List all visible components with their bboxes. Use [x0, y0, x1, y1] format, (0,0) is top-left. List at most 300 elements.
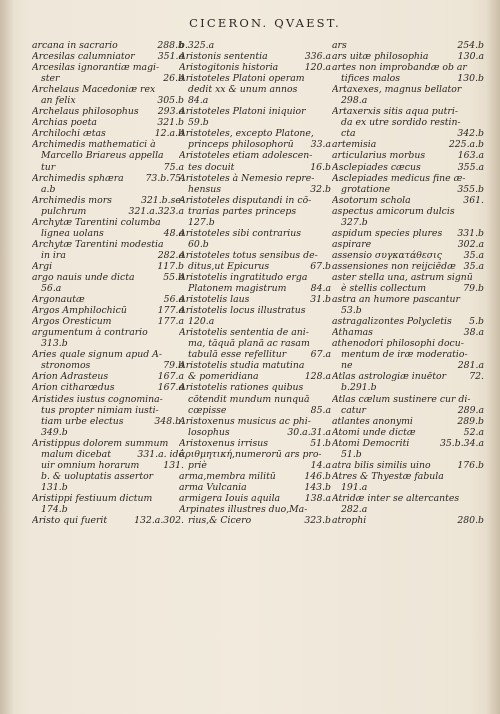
index-term: arma,membra militū — [179, 470, 276, 482]
index-entry — [179, 471, 331, 482]
index-entry — [32, 51, 184, 62]
index-entry — [179, 206, 331, 217]
page-reference: 35.a — [463, 249, 484, 261]
index-term: Atres & Thyestæ fabula — [332, 470, 444, 482]
index-entry — [332, 128, 484, 139]
index-entry — [332, 261, 484, 272]
index-term: an felix — [41, 95, 76, 107]
page-reference: 321.b.se- — [140, 194, 184, 206]
index-entry — [179, 73, 331, 84]
page-reference: 35.a — [463, 260, 484, 272]
index-entry — [332, 360, 484, 371]
index-term: losophus — [188, 426, 230, 438]
index-term: 191.a — [341, 481, 368, 493]
index-term: Argos Amphilochicū — [32, 305, 127, 317]
index-term: Arion citharœdus — [32, 382, 115, 394]
index-term: Archytæ Tarentini columba — [32, 216, 161, 228]
index-entry — [179, 217, 331, 228]
index-entry — [179, 139, 331, 150]
index-term: Aristoteles Platoni operam — [179, 73, 305, 85]
index-entry — [32, 338, 184, 349]
page-reference: 131. — [163, 459, 184, 471]
index-entry — [32, 471, 184, 482]
page-reference: 120.a — [304, 62, 331, 74]
index-entry — [179, 427, 331, 438]
index-entry — [32, 427, 184, 438]
index-term: tabulā esse refellitur — [188, 349, 287, 361]
index-term: cœpisse — [188, 404, 227, 416]
page-reference: 289.a — [457, 404, 484, 416]
index-term: Atomi unde dictæ — [332, 426, 416, 438]
index-entry — [32, 394, 184, 405]
index-term: Arcesilas ignorantiæ magi- — [32, 62, 160, 74]
index-term: Aristotelis sententia de ani- — [179, 327, 309, 339]
index-entry — [332, 250, 484, 261]
index-term: argumentum à contrario — [32, 327, 148, 339]
index-entry — [32, 117, 184, 128]
index-entry — [332, 184, 484, 195]
page-reference: 12.a.b — [154, 128, 184, 140]
index-term: Arpinates illustres duo,Ma- — [179, 503, 308, 515]
page-reference: 348.b. — [154, 415, 184, 427]
index-term: 60.b — [188, 238, 209, 250]
index-entry — [32, 482, 184, 493]
index-term: lignea uolans — [41, 227, 104, 239]
page-reference: 14.a — [310, 459, 331, 471]
index-entry — [179, 51, 331, 62]
index-entry — [332, 162, 484, 173]
index-entry — [179, 371, 331, 382]
index-entry — [332, 239, 484, 250]
index-term: assensiones non reijciēdæ — [332, 260, 456, 272]
index-entry — [179, 316, 331, 327]
page-reference: 55.b — [163, 271, 184, 283]
index-term: 51.b — [341, 448, 362, 460]
index-term: b.325.a — [179, 40, 215, 51]
running-head: CICERON. QVAEST. — [189, 16, 341, 30]
index-term: 282.a — [341, 503, 368, 515]
index-entry — [332, 51, 484, 62]
index-term: atlantes anonymi — [332, 415, 413, 427]
index-entry — [332, 371, 484, 382]
index-entry — [179, 195, 331, 206]
index-term: astra an humore pascantur — [332, 294, 460, 306]
index-term: tiam urbe electus — [41, 415, 124, 427]
index-entry — [32, 95, 184, 106]
index-term: è stellis collectum — [341, 283, 427, 295]
index-entry — [179, 261, 331, 272]
index-entry — [179, 184, 331, 195]
index-term: Aristoteles, excepto Platone, — [179, 128, 314, 140]
index-entry — [32, 438, 184, 449]
index-term: atra bilis similis uino — [332, 459, 431, 471]
index-entry — [179, 338, 331, 349]
index-entry — [32, 460, 184, 471]
index-entry — [32, 128, 184, 139]
index-term: Aristoteles etiam adolescen- — [179, 150, 313, 162]
page-reference: 128.a — [304, 371, 331, 383]
index-entry — [32, 515, 184, 526]
index-entry — [179, 294, 331, 305]
page-reference: 167.a — [157, 371, 184, 383]
index-entry — [332, 95, 484, 106]
index-term: arcana in sacrario — [32, 40, 118, 51]
index-entry — [179, 62, 331, 73]
index-term: cōtendit mundum nunquā — [188, 393, 310, 405]
index-term: Atlas cælum sustinere cur di- — [332, 393, 471, 405]
page-reference: 72. — [469, 371, 484, 383]
index-entry — [332, 62, 484, 73]
index-entry — [179, 360, 331, 371]
index-term: dedit xx & unum annos — [188, 84, 298, 96]
index-entry — [332, 40, 484, 51]
index-term: Aristotelis ingratitudo erga — [179, 271, 308, 283]
page-reference: 331.b — [457, 227, 484, 239]
index-entry — [179, 305, 331, 316]
index-term: aster stella una, astrum signū — [332, 271, 473, 283]
index-column-3 — [332, 40, 484, 526]
index-entry — [332, 349, 484, 360]
index-term: 127.b — [188, 216, 215, 228]
index-term: Atomi Democriti — [332, 437, 410, 449]
page-reference: 75.a — [163, 161, 184, 173]
index-term: articularius morbus — [332, 150, 426, 162]
page-reference: 84.a — [310, 283, 331, 295]
index-term: ditus,ut Epicurus — [188, 260, 270, 272]
index-term: astragalizontes Polycletis — [332, 316, 452, 328]
index-entry — [332, 416, 484, 427]
index-term: ne — [341, 360, 353, 372]
page-reference: 323.b — [304, 515, 331, 527]
page-reference: 176.b — [457, 459, 484, 471]
index-entry — [332, 394, 484, 405]
page-reference: 30.a.31.a — [287, 426, 331, 438]
index-term: Marcello Briareus appella — [41, 150, 164, 162]
index-entry — [32, 272, 184, 283]
index-term: Aristippi festiuum dictum — [32, 492, 153, 504]
index-entry — [332, 305, 484, 316]
index-term: tifices malos — [341, 73, 401, 85]
index-term: Archias poeta — [32, 117, 97, 129]
index-entry — [32, 62, 184, 73]
index-term: arma Vulcania — [179, 481, 247, 493]
page-reference: 143.b — [304, 481, 331, 493]
index-entry — [32, 206, 184, 217]
index-term: ma, tāquā planā ac rasam — [188, 338, 310, 350]
index-entry — [179, 40, 331, 51]
index-term: trarias partes princeps — [188, 205, 297, 217]
index-entry — [179, 515, 331, 526]
index-entry — [332, 405, 484, 416]
page-reference: 336.a — [304, 51, 331, 63]
index-term: cta — [341, 128, 356, 140]
index-entry — [32, 73, 184, 84]
index-entry — [332, 449, 484, 460]
index-entry — [332, 471, 484, 482]
index-term: & pomeridiana — [188, 371, 259, 383]
index-entry — [179, 405, 331, 416]
index-entry — [332, 150, 484, 161]
index-entry — [179, 128, 331, 139]
index-term: argo nauis unde dicta — [32, 271, 135, 283]
index-term: pulchrum — [41, 205, 87, 217]
page-reference: 130.b — [457, 73, 484, 85]
page-reference: 177.a — [157, 305, 184, 317]
index-term: atrophi — [332, 515, 367, 527]
index-entry — [179, 438, 331, 449]
page-reference: 289.b — [457, 415, 484, 427]
page-reference: 331.a. idē — [137, 448, 184, 460]
index-entry — [332, 316, 484, 327]
index-entry — [179, 482, 331, 493]
index-term: Aristoteles sibi contrarius — [179, 227, 301, 239]
index-entry — [332, 382, 484, 393]
page-reference: 282.a — [157, 249, 184, 261]
index-term: ars uitæ philosophia — [332, 51, 429, 63]
index-entry — [332, 117, 484, 128]
page-reference: 32.b — [310, 183, 331, 195]
index-entry — [179, 228, 331, 239]
page-reference: 38.a — [463, 327, 484, 339]
page-reference: 351.a — [157, 51, 184, 63]
page-reference: 163.a — [457, 150, 484, 162]
index-term: uir omnium horarum — [41, 459, 140, 471]
index-entry — [332, 515, 484, 526]
page-reference: 321.a.323.a — [128, 205, 184, 217]
page-reference: 167.a — [157, 382, 184, 394]
index-term: da ex utre sordido restin- — [341, 117, 461, 129]
index-entry — [332, 438, 484, 449]
index-entry — [32, 84, 184, 95]
index-entry — [32, 504, 184, 515]
index-entry — [32, 327, 184, 338]
index-term: Argos Oresticum — [32, 316, 112, 328]
index-term: Aristides iustus cognomina- — [32, 393, 163, 405]
index-term: aspectus amicorum dulcis — [332, 205, 455, 217]
index-entry — [32, 283, 184, 294]
index-term: 56.a — [41, 283, 62, 295]
page-reference: 305.b — [157, 95, 184, 107]
index-entry — [179, 272, 331, 283]
page-reference: 56.a — [163, 294, 184, 306]
index-term: Atridæ inter se altercantes — [332, 492, 460, 504]
index-term: 327.b — [341, 216, 368, 228]
index-term: hensus — [188, 183, 222, 195]
index-term: 84.a — [188, 95, 209, 107]
index-term: Aristoxenus musicus ac phi- — [179, 415, 311, 427]
index-entry — [32, 239, 184, 250]
index-term: tes docuit — [188, 161, 235, 173]
page-reference: 67.a — [310, 349, 331, 361]
index-entry — [332, 482, 484, 493]
index-entry — [32, 173, 184, 184]
page-reference: 146.b — [304, 470, 331, 482]
index-term: a.b — [41, 183, 56, 195]
index-term: Archilochi ætas — [32, 128, 106, 140]
index-entry — [32, 382, 184, 393]
index-entry — [179, 150, 331, 161]
index-term: aspidum species plures — [332, 227, 443, 239]
page-reference: 355.b — [457, 183, 484, 195]
page-reference: 177.a — [157, 316, 184, 328]
index-entry — [32, 40, 184, 51]
index-term: 313.b — [41, 338, 68, 350]
index-entry — [32, 261, 184, 272]
page-reference: 132.a.302. — [134, 515, 184, 527]
index-term: artes non improbandæ ob ar — [332, 62, 467, 74]
index-term: Archimedis mathematici à — [32, 139, 156, 151]
index-term: Atlas astrologiæ inuētor — [332, 371, 447, 383]
index-term: tus propter nimiam iusti- — [41, 404, 159, 416]
index-term: Aristogitonis historia — [179, 62, 279, 74]
index-entry — [332, 206, 484, 217]
page-gutter-shadow — [0, 0, 14, 714]
index-entry — [32, 217, 184, 228]
index-term: ars — [332, 40, 347, 51]
index-term: Archimedis sphæra — [32, 172, 124, 184]
index-entry — [32, 228, 184, 239]
index-term: grotatione — [341, 183, 391, 195]
index-term: Aristoteles disputandi in cō- — [179, 194, 312, 206]
page-reference: 281.a — [457, 360, 484, 372]
index-term: Aristoteles totus sensibus de- — [179, 249, 318, 261]
index-entry — [332, 217, 484, 228]
index-term: Arion Adrasteus — [32, 371, 109, 383]
page-reference: 5.b — [469, 316, 484, 328]
page-edge-shadow — [486, 0, 500, 714]
index-term: Aristoteles à Nemesio repre- — [179, 172, 315, 184]
index-term: Argonautæ — [32, 294, 85, 306]
index-term: Aristotelis locus illustratus — [179, 305, 306, 317]
index-term: Aristippus dolorem summum — [32, 437, 169, 449]
index-entry — [179, 162, 331, 173]
index-term: malum dicebat — [41, 448, 111, 460]
index-entry — [179, 416, 331, 427]
index-entry — [332, 228, 484, 239]
index-entry — [179, 327, 331, 338]
index-entry — [332, 139, 484, 150]
index-entry — [179, 173, 331, 184]
index-term: Archytæ Tarentini modestia — [32, 238, 164, 250]
index-term: rius,& Cicero — [188, 515, 252, 527]
page-reference: 73.b.75. — [145, 172, 184, 184]
index-term: 174.b — [41, 503, 68, 515]
index-entry — [332, 294, 484, 305]
page-reference: 16.b — [310, 161, 331, 173]
index-entry — [32, 316, 184, 327]
index-term: Athamas — [332, 327, 373, 339]
page-reference: 361. — [463, 194, 484, 206]
index-entry — [179, 283, 331, 294]
index-term: tur — [41, 161, 56, 173]
index-term: Artaxexes, magnus bellator — [332, 84, 462, 96]
page-reference: 225.a.b — [448, 139, 484, 151]
index-entry — [32, 416, 184, 427]
page-reference: 321.b — [157, 117, 184, 129]
index-term: Asclepiades medicus fine æ- — [332, 172, 466, 184]
index-term: Aristotelis studia matutina — [179, 360, 305, 372]
index-entry — [32, 294, 184, 305]
page-reference: 117.b — [157, 260, 184, 272]
index-entry — [332, 73, 484, 84]
index-term: 349.b — [41, 426, 68, 438]
index-term: athenodori philosophi docu- — [332, 338, 464, 350]
index-term: 131.b — [41, 481, 68, 493]
index-term: priè — [188, 459, 207, 471]
page-reference: 288.b — [157, 40, 184, 51]
page-reference: 342.b — [457, 128, 484, 140]
index-entry — [32, 139, 184, 150]
index-entry — [332, 493, 484, 504]
index-term: Asclepiades cæcus — [332, 161, 421, 173]
index-term: 53.b — [341, 305, 362, 317]
index-entry — [179, 493, 331, 504]
index-entry — [179, 504, 331, 515]
index-term: Archelaus philosophus — [32, 106, 139, 118]
index-entry — [179, 250, 331, 261]
page-reference: 79.b — [463, 283, 484, 295]
index-term: Aries quale signum apud A- — [32, 349, 162, 361]
index-entry — [179, 460, 331, 471]
index-term: princeps philosophorū — [188, 139, 294, 151]
index-entry — [32, 493, 184, 504]
index-term: Aristonis sententia — [179, 51, 268, 63]
index-entry — [32, 150, 184, 161]
index-term: mentum de iræ moderatio- — [341, 349, 468, 361]
index-term: assensio συγκατάθεσις — [332, 249, 443, 261]
index-term: Archelaus Macedoniæ rex — [32, 84, 156, 96]
index-entry — [32, 371, 184, 382]
index-entry — [179, 382, 331, 393]
index-term: Aristoxenus irrisus — [179, 437, 269, 449]
page-reference: 138.a — [304, 492, 331, 504]
index-entry — [332, 460, 484, 471]
index-column-1 — [32, 40, 184, 526]
page-reference: 79.b — [163, 360, 184, 372]
index-term: b. & uoluptatis assertor — [41, 470, 154, 482]
index-entry — [32, 305, 184, 316]
page-reference: 355.a — [457, 161, 484, 173]
index-term: Aristotelis rationes quibus — [179, 382, 304, 394]
page-reference: 280.b — [457, 515, 484, 527]
index-entry — [32, 162, 184, 173]
page-reference: 26.b — [163, 73, 184, 85]
index-entry — [332, 327, 484, 338]
index-term: Artaxerxis sitis aqua putri- — [332, 106, 458, 118]
index-entry — [32, 195, 184, 206]
index-entry — [332, 427, 484, 438]
page-reference: 31.b — [310, 294, 331, 306]
page-reference: 33.a — [310, 139, 331, 151]
index-term: artemisia — [332, 139, 377, 151]
index-term: 120.a — [188, 316, 215, 328]
page-reference: 35.b.34.a — [439, 437, 484, 449]
index-term: b.291.b — [341, 382, 377, 394]
index-term: 59.b — [188, 117, 209, 129]
index-entry — [32, 405, 184, 416]
page-reference: 302.a — [457, 238, 484, 250]
index-entry — [332, 173, 484, 184]
page-reference: 52.a — [463, 426, 484, 438]
index-term: in ira — [41, 249, 66, 261]
index-entry — [32, 360, 184, 371]
page-reference: 51.b — [310, 437, 331, 449]
page-reference: 130.a — [457, 51, 484, 63]
index-column-2 — [179, 40, 331, 526]
index-term: catur — [341, 404, 366, 416]
index-entry — [179, 349, 331, 360]
index-term: Aristotelis laus — [179, 294, 250, 306]
